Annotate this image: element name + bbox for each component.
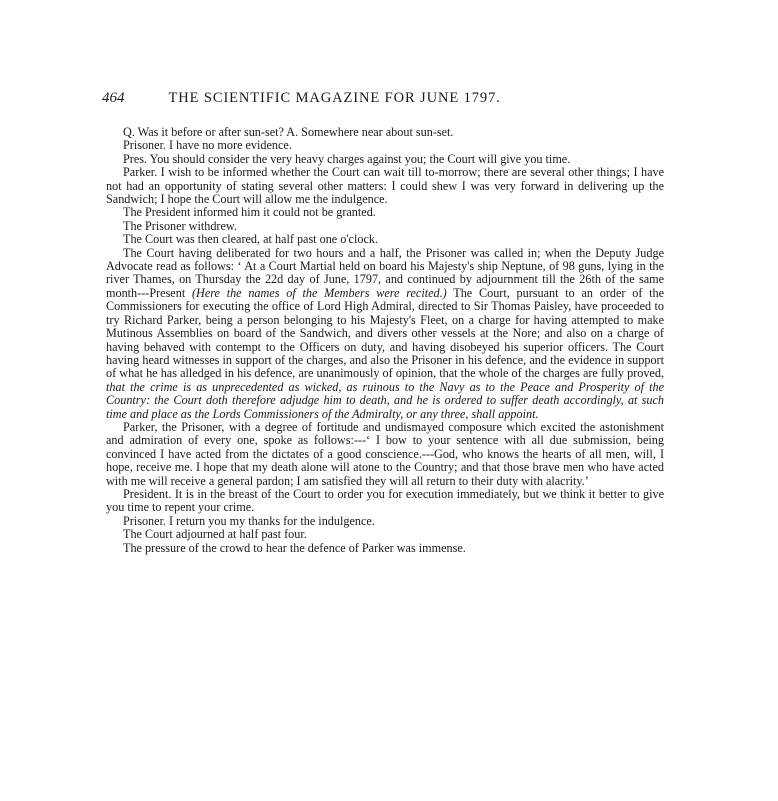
paragraph-parker-request: Parker. I wish to be informed whether the Court can wait till to-morrow; there are several other things; I have not had an opportunity of stating several other matters: I could shew I was very forward in delivering up the Sandwich; I hope the Court will allow me the indulgence. [106,165,664,207]
paragraph-crowd-pressure: The pressure of the crowd to hear the defence of Parker was immense. [123,540,466,555]
paragraph-president-charges: Pres. You should consider the very heavy charges against you; the Court will give you time. [123,151,571,166]
page-number: 464 [102,90,125,106]
paragraph-president-reply: President. It is in the breast of the Court to order you for execution immediately, but we think it better to give you time to repent your crime. [106,486,664,515]
body-text [106,126,664,555]
paragraph-parker-speech: Parker, the Prisoner, with a degree of fortitude and undismayed composure which excited the astonishment and admiration of every one, spoke as follows:---‘ I bow to your sentence with all due submission, being convinced I have acted from the dictates of a good conscience.---God, who knows the hearts of all men, will, I hope, receive me. I hope that my death alone will atone to the Country; and that those brave men who have acted with me will receive a general pardon; I am satisfied they will all return to their duty with alacrity.’ [106,419,664,488]
paragraph-prisoner-withdrew: The Prisoner withdrew. [123,218,237,233]
paragraph-question: Q. Was it before or after sun-set? A. Somewhere near about sun-set. [123,125,454,139]
sentence-verdict: that the crime is as unprecedented as wicked, as ruinous to the Navy as to the Peace and Prosperity of the Country: the Court doth therefore adjudge him to death, and he is ordered to suffer death accordingly, at such time and place as the Lords Commissioners of the Admiralty, or any three, shall appoint. [106,379,664,421]
paragraph-court-cleared: The Court was then cleared, at half past one o'clock. [123,232,378,247]
paragraph-prisoner-evidence: Prisoner. I have no more evidence. [123,138,292,153]
paragraph-court-adjourned: The Court adjourned at half past four. [123,527,307,542]
paragraph-president-refusal: The President informed him it could not be granted. [123,205,376,220]
page-header [102,90,606,107]
paragraph-prisoner-thanks: Prisoner. I return you my thanks for the indulgence. [123,513,375,528]
paragraph-sentence: The Court having deliberated for two hours and a half, the Prisoner was called in; when the Deputy Judge Advocate read as follows: ‘ At a Court Martial held on board his Majesty's ship Neptune, of 98 guns, lying in the river Thames, on Thursday the 22d day of June, 1797, and continued by adjournment till the 26th of the same month---Present (Here the names of the Members were recited.) The Court, pursuant to an order of the Commissioners for executing the office of Lord High Admiral, directed to Sir Thomas Paisley, have proceeded to try Richard Parker, being a person belonging to his Majesty's Fleet, on a charge for having attempted to make Mutinous Assemblies on board of the Sandwich, and divers other vessels at the Nore; and also on a charge of having behaved with contempt to the Officers on duty, and having disobeyed his superior officers. The Court having heard witnesses in support of the charges, and also the Prisoner in his defence, and the evidence in support of what he has alledged in his defence, are unanimously of opinion, that the whole of the charges are fully proved, that the crime is as unprecedented as wicked, as ruinous to the Navy as to the Peace and Prosperity of the Country: the Court doth therefore adjudge him to death, and he is ordered to suffer death accordingly, at such time and place as the Lords Commissioners of the Admiralty, or any three, shall appoint. [106,245,665,421]
members-note: (Here the names of the Members were recited.) [191,285,447,300]
running-title: THE SCIENTIFIC MAGAZINE FOR JUNE 1797. [168,90,501,106]
